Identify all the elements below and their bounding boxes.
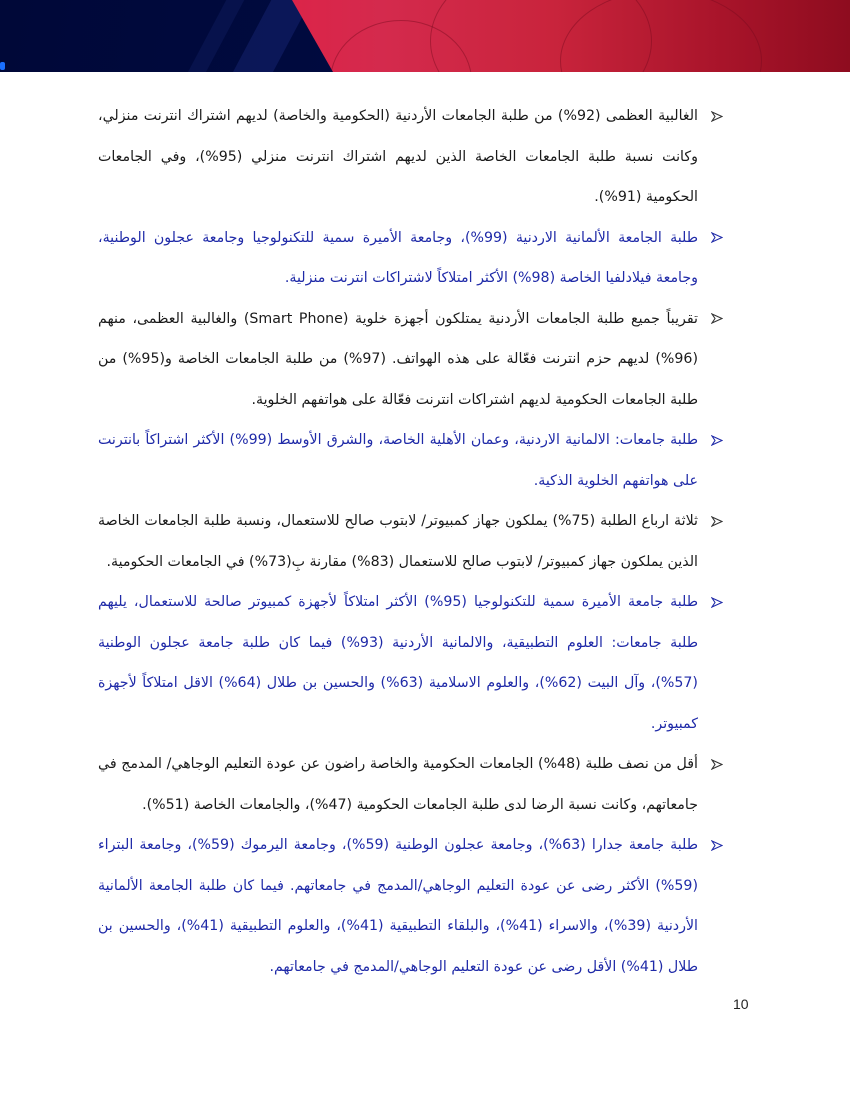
bullet-item-top-mobile-internet: [98, 420, 724, 501]
bullet-item-satisfaction-by-university: [98, 825, 724, 987]
bullet-text: طلبة الجامعة الألمانية الاردنية (99%)، وجامعة الأميرة سمية للتكنولوجيا وجامعة عجلون الوطنية، وجامعة فيلادلفيا الخاصة (98%) الأكثر امتلاكاً لاشتراكات انترنت منزلية.: [98, 229, 698, 286]
banner-texture: [560, 0, 762, 72]
bullet-text: طلبة جامعة الأميرة سمية للتكنولوجيا (95%) الأكثر امتلاكاً لأجهزة كمبيوتر صالحة للاستعمال، يليهم طلبة جامعات: العلوم التطبيقية، والالمانية الأردنية (93%) فيما كان طلبة جامعة عجلون الوطنية (57%)، وآل البيت (62%)، والعلوم الاسلامية (63%) والحسين بن طلال (64%) الاقل امتلاكاً لأجهزة كمبيوتر.: [98, 594, 698, 732]
bullet-text: تقريباً جميع طلبة الجامعات الأردنية يمتلكون أجهزة خلوية (Smart Phone) والغالبية العظمى، منهم (96%) لديهم حزم انترنت فعّالة على هذه الهواتف. (97%) من طلبة الجامعات الخاصة و(95%) من طلبة الجامعات الحكومية لديهم اشتراكات انترنت فعّالة على هواتفهم الخلوية.: [98, 310, 698, 408]
arrowhead-bullet-icon: [710, 96, 724, 136]
bullet-item-home-internet: [98, 96, 724, 218]
bullet-text: الغالبية العظمى (92%) من طلبة الجامعات الأردنية (الحكومية والخاصة) لديهم اشتراك انترنت منزلي، وكانت نسبة طلبة الجامعات الخاصة الذين لديهم اشتراك انترنت منزلي (95%)، وفي الجامعات الحكومية (91%).: [98, 108, 698, 205]
header-banner: [0, 0, 850, 72]
arrowhead-bullet-icon: [710, 218, 724, 258]
bullet-text: أقل من نصف طلبة (48%) الجامعات الحكومية والخاصة راضون عن عودة التعليم الوجاهي/ المدمج في جامعاتهم، وكانت نسبة الرضا لدى طلبة الجامعات الحكومية (47%)، والجامعات الخاصة (51%).: [98, 756, 698, 813]
bullet-item-satisfaction: [98, 744, 724, 825]
bullet-item-computers: [98, 501, 724, 582]
arrowhead-bullet-icon: [710, 501, 724, 541]
bullet-text: طلبة جامعات: الالمانية الاردنية، وعمان الأهلية الخاصة، والشرق الأوسط (99%) الأكثر اشتراكاً بانترنت على هواتفهم الخلوية الذكية.: [98, 432, 698, 489]
bullet-item-top-computers: [98, 582, 724, 744]
arrowhead-bullet-icon: [710, 582, 724, 622]
bullet-item-top-home-internet: [98, 218, 724, 299]
page-number: 10: [733, 996, 749, 1012]
arrowhead-bullet-icon: [710, 744, 724, 784]
arrowhead-bullet-icon: [710, 420, 724, 460]
arrowhead-bullet-icon: [710, 825, 724, 865]
arrowhead-bullet-icon: [710, 299, 724, 339]
document-body: [98, 96, 724, 987]
bullet-text: ثلاثة ارباع الطلبة (75%) يملكون جهاز كمبيوتر/ لابتوب صالح للاستعمال، ونسبة طلبة الجامعات الخاصة الذين يملكون جهاز كمبيوتر/ لابتوب صالح للاستعمال (83%) مقارنة بِ(73%) في الجامعات الحكومية.: [98, 513, 698, 570]
banner-accent-dot: [0, 62, 5, 70]
bullet-text: طلبة جامعة جدارا (63%)، وجامعة عجلون الوطنية (59%)، وجامعة اليرموك (59%)، وجامعة البتراء (59%) الأكثر رضى عن عودة التعليم الوجاهي/المدمج في جامعاتهم. فيما كان طلبة الجامعة الألمانية الأردنية (39%)، والاسراء (41%)، والبلقاء التطبيقية (41%)، والعلوم التطبيقية (41%)، والحسين بن طلال (41%) الأقل رضى عن عودة التعليم الوجاهي/المدمج في جامعاتهم.: [98, 837, 698, 975]
bullet-item-smartphones: [98, 299, 724, 421]
